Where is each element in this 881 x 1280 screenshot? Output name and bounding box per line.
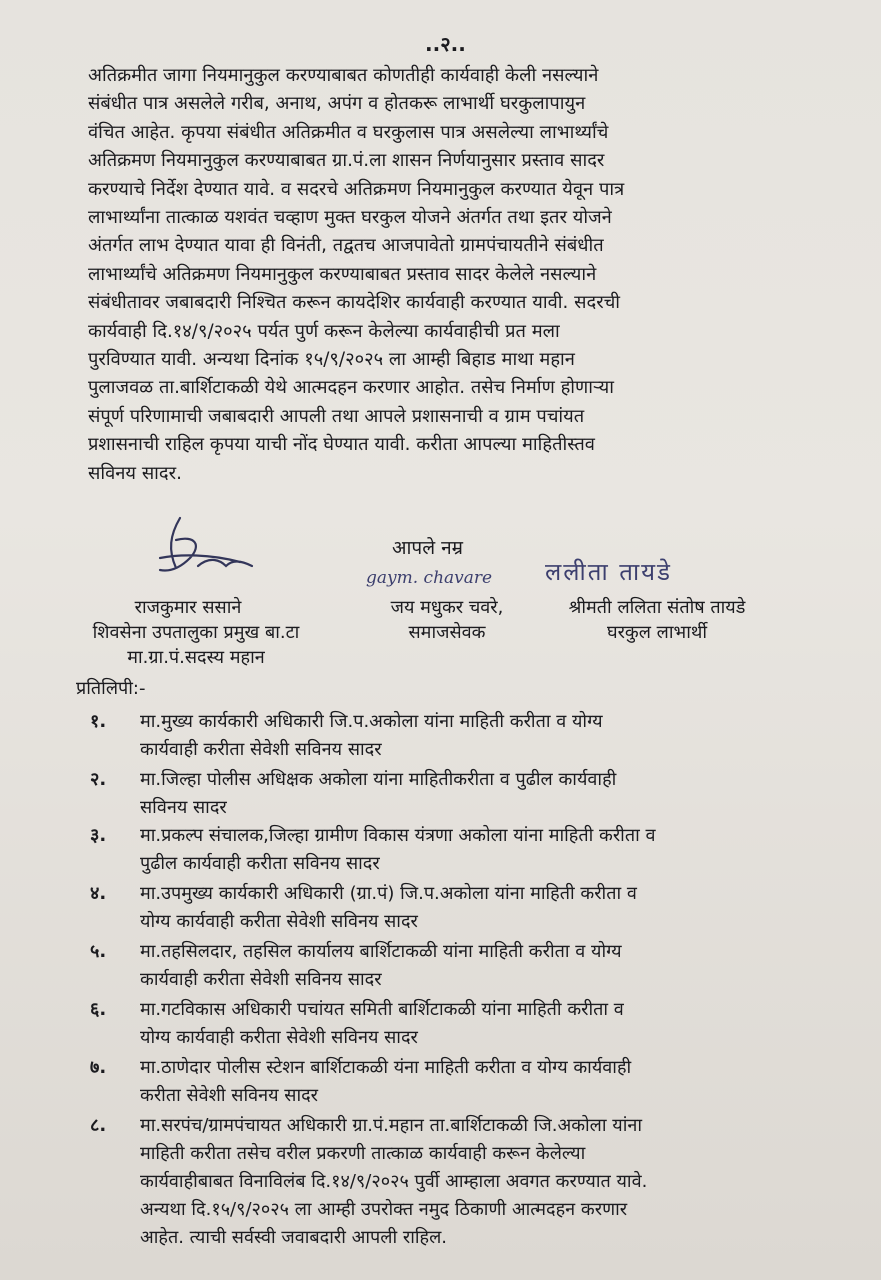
copies-title: प्रतिलिपी:- [76,678,146,699]
copy-line: कार्यवाहीबाबत विनाविलंब दि.१४/९/२०२५ पुर्वी आम्हाला अवगत करण्यात यावे. [140,1171,648,1192]
body-line: संबंधीत पात्र असलेले गरीब, अनाथ, अपंग व होतकरू लाभार्थी घरकुलापायुन [88,93,586,115]
copy-number: ८. [90,1115,107,1136]
signatory-role: समाजसेवक [408,622,486,643]
copy-line: सविनय सादर [140,797,227,818]
handwritten-signature-2: gaym. chavare [366,568,493,588]
body-line: अंतर्गत लाभ देण्यात यावा ही विनंती, तद्वतच आजपावेतो ग्रामपंचायतीने संबंधीत [88,235,604,257]
copy-number: ७. [90,1057,107,1078]
body-line: लाभार्थ्यांचे अतिक्रमण नियमानुकुल करण्याबाबत प्रस्ताव सादर केलेले नसल्याने [88,263,597,285]
copy-line: मा.सरपंच/ग्रामपंचायत अधिकारी ग्रा.पं.महान ता.बार्शिटाकळी जि.अकोला यांना [140,1115,643,1136]
signatory-1 [88,595,288,620]
copy-line: योग्य कार्यवाही करीता सेवेशी सविनय सादर [140,911,418,932]
copy-line: कार्यवाही करीता सेवेशी सविनय सादर [140,969,382,990]
signatory-2 [362,595,532,645]
signatory-1-role [76,620,316,670]
body-line: लाभार्थ्यांना तात्काळ यशवंत चव्हाण मुक्त घरकुल योजने अंतर्गत तथा इतर योजने [88,207,612,229]
copy-line: योग्य कार्यवाही करीता सेवेशी सविनय सादर [140,1027,418,1048]
body-line: अतिक्रमीत जागा नियमानुकुल करण्याबाबत कोणतीही कार्यवाही केली नसल्याने [88,65,599,86]
signatory-name: जय मधुकर चवरे, [390,597,504,618]
signatory-role: मा.ग्रा.पं.सदस्य महान [127,647,265,668]
copy-number: ३. [90,825,107,846]
copy-line: मा.तहसिलदार, तहसिल कार्यालय बार्शिटाकळी यांना माहिती करीता व योग्य [140,941,622,962]
copy-line: मा.ठाणेदार पोलीस स्टेशन बार्शिटाकळी यंना माहिती करीता व योग्य कार्यवाही [140,1057,632,1078]
copy-line: मा.जिल्हा पोलीस अधिक्षक अकोला यांना माहितीकरीता व पुढील कार्यवाही [140,769,617,790]
copy-number: ५. [90,941,107,962]
body-line: करण्याचे निर्देश देण्यात यावे. व सदरचे अतिक्रमण नियमानुकुल करण्यात येवून पात्र [88,178,625,200]
copy-number: ६. [90,999,107,1020]
copy-number: १. [90,711,107,732]
copy-number: २. [90,769,107,790]
signatory-name: श्रीमती ललिता संतोष तायडे [568,597,746,618]
handwritten-signature-3: ललीता तायडे [545,558,672,586]
body-line: पुलाजवळ ता.बार्शिटाकळी येथे आत्मदहन करणार आहोत. तसेच निर्माण होणाऱ्या [88,377,614,399]
copy-line: करीता सेवेशी सविनय सादर [140,1085,319,1106]
signatory-role: घरकुल लाभार्थी [606,622,708,643]
letter-body [88,62,800,488]
body-line: वंचित आहेत. कृपया संबंधीत अतिक्रमीत व घरकुलास पात्र असलेल्या लाभार्थ्यांचे [88,121,609,143]
copy-line: मा.गटविकास अधिकारी पचांयत समिती बार्शिटाकळी यांना माहिती करीता व [140,999,624,1020]
signature-1-mark [140,510,270,590]
copy-line: मा.मुख्य कार्यकारी अधिकारी जि.प.अकोला यांना माहिती करीता व योग्य [140,711,603,732]
copy-line: कार्यवाही करीता सेवेशी सविनय सादर [140,739,382,760]
body-line: कार्यवाही दि.१४/९/२०२५ पर्यत पुर्ण करून केलेल्या कार्यवाहीची प्रत मला [88,320,560,342]
body-line: पुरविण्यात यावी. अन्यथा दिनांक १५/९/२०२५ ला आम्ही बिहाड माथा महान [88,349,575,371]
body-line: संपूर्ण परिणामाची जबाबदारी आपली तथा आपले प्रशासनाची व ग्राम पचांयत [88,405,585,427]
copy-line: अन्यथा दि.१५/९/२०२५ ला आम्ही उपरोक्त नमुद ठिकाणी आत्मदहन करणार [140,1199,628,1220]
copy-line: आहेत. त्याची सर्वस्वी जवाबदारी आपली राहिल. [140,1227,448,1248]
body-line: अतिक्रमण नियमानुकुल करण्याबाबत ग्रा.पं.ला शासन निर्णयानुसार प्रस्ताव सादर [88,150,605,172]
signatory-role: शिवसेना उपतालुका प्रमुख बा.टा [92,622,300,643]
copy-line: पुढील कार्यवाही करीता सविनय सादर [140,853,380,874]
copy-number: ४. [90,883,107,904]
copy-line: मा.प्रकल्प संचालक,जिल्हा ग्रामीण विकास यंत्रणा अकोला यांना माहिती करीता व [140,825,656,846]
copy-line: माहिती करीता तसेच वरील प्रकरणी तात्काळ कार्यवाही करून केलेल्या [140,1143,586,1164]
body-line: सविनय सादर. [88,462,182,484]
page-number: ..२.. [425,32,466,56]
signatory-3 [532,595,782,645]
closing-text: आपले नम्र [392,537,464,559]
body-line: संबंधीतावर जबाबदारी निश्चित करून कायदेशिर कार्यवाही करण्यात यावी. सदरची [88,292,621,314]
copy-line: मा.उपमुख्य कार्यकारी अधिकारी (ग्रा.पं) जि.प.अकोला यांना माहिती करीता व [140,883,637,904]
signatory-name: राजकुमार ससाने [134,597,242,618]
body-line: प्रशासनाची राहिल कृपया याची नोंद घेण्यात यावी. करीता आपल्या माहितीस्तव [88,434,595,456]
